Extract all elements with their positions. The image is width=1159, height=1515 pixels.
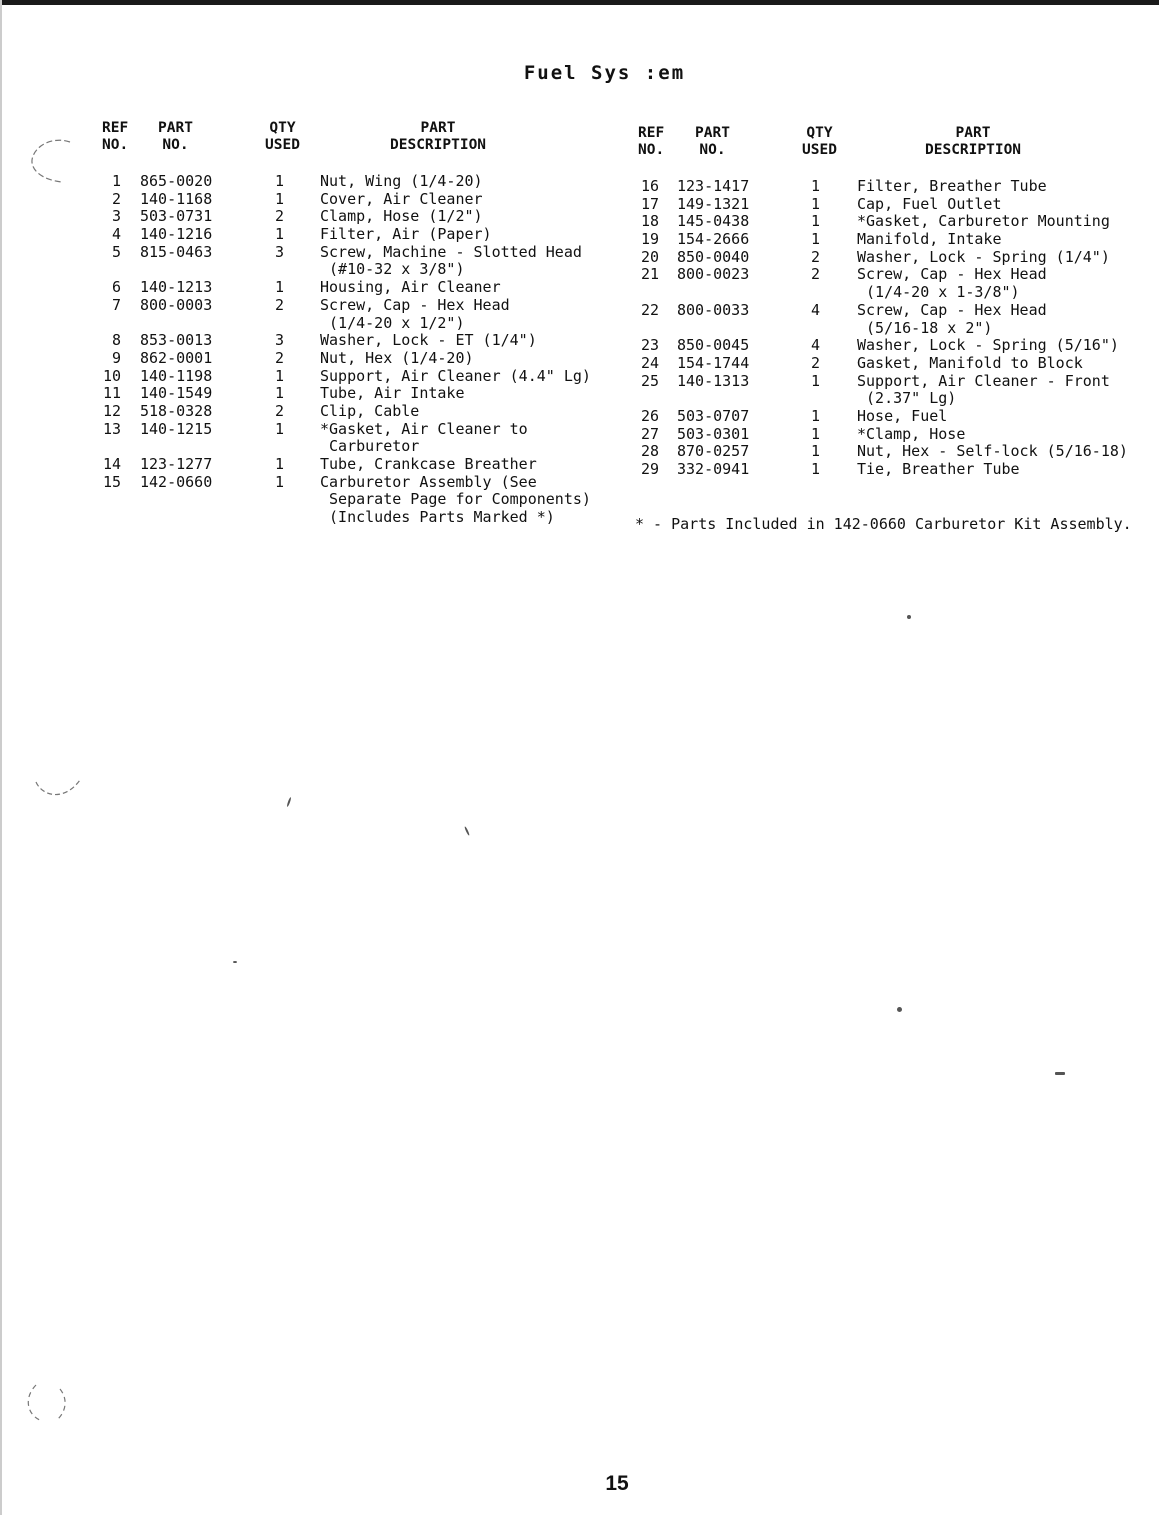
table-row <box>0 390 1159 408</box>
cell-qty: 1 <box>275 225 285 244</box>
right-header-part: PART NO. <box>695 125 730 158</box>
cell-desc: Nut, Hex (1/4-20) <box>320 348 474 367</box>
cell-ref: 23 <box>640 336 659 355</box>
cell-part: 123-1417 <box>677 177 750 195</box>
cell-desc: Tube, Air Intake <box>320 384 465 403</box>
cell-part: 800-0033 <box>677 300 750 319</box>
cell-ref: 16 <box>640 177 659 195</box>
cell-desc: Washer, Lock - Spring (1/4") <box>857 247 1110 266</box>
cell-ref: 8 <box>111 331 121 350</box>
table-row <box>0 196 1159 214</box>
table-row <box>0 373 1159 391</box>
cell-part: 145-0438 <box>677 212 750 231</box>
scan-speck <box>233 961 237 963</box>
cell-ref: 7 <box>111 295 121 314</box>
cell-qty: 1 <box>275 455 285 473</box>
cell-qty: 1 <box>275 366 285 385</box>
cell-ref: 14 <box>102 455 121 473</box>
table-row <box>0 355 1159 373</box>
table-row <box>0 231 1159 249</box>
cell-desc: Filter, Breather Tube <box>857 177 1047 195</box>
table-row <box>0 443 1159 461</box>
cell-ref: 10 <box>102 366 121 385</box>
cell-qty: 1 <box>275 172 285 190</box>
cell-qty: 1 <box>811 442 821 461</box>
cell-part: 853-0013 <box>140 331 213 350</box>
cell-part: 154-1744 <box>677 353 750 372</box>
table-row <box>0 266 1159 284</box>
left-header-ref: REF NO. <box>102 120 129 153</box>
cell-ref: 5 <box>111 242 121 261</box>
cell-ref: 26 <box>640 406 659 425</box>
cell-qty: 1 <box>811 177 821 195</box>
cell-desc: Support, Air Cleaner (4.4" Lg) <box>320 366 591 385</box>
cell-desc: Carburetor Assembly (See <box>320 472 537 491</box>
cell-qty: 3 <box>275 331 285 350</box>
cell-qty: 2 <box>275 295 285 314</box>
cell-qty: 2 <box>275 207 285 226</box>
cell-part: 140-1198 <box>140 366 213 385</box>
cell-ref: 3 <box>111 207 121 226</box>
cell-desc: Washer, Lock - Spring (5/16") <box>857 336 1119 355</box>
cell-part: 850-0045 <box>677 336 750 355</box>
cell-qty: 2 <box>811 265 821 284</box>
cell-ref: 22 <box>640 300 659 319</box>
cell-qty: 1 <box>275 419 285 438</box>
cell-desc: Washer, Lock - ET (1/4") <box>320 331 537 350</box>
cell-desc: *Clamp, Hose <box>857 424 966 443</box>
cell-part: 800-0023 <box>677 265 750 284</box>
cell-desc: (5/16-18 x 2") <box>857 318 993 337</box>
cell-qty: 1 <box>275 472 285 491</box>
cell-desc: Screw, Cap - Hex Head <box>857 300 1047 319</box>
cell-qty: 1 <box>811 424 821 443</box>
cell-desc: Manifold, Intake <box>857 230 1002 249</box>
cell-desc: *Gasket, Air Cleaner to <box>320 419 528 438</box>
cell-qty: 1 <box>275 189 285 208</box>
cell-part: 140-1213 <box>140 278 213 297</box>
page-number: 15 <box>605 1472 629 1495</box>
cell-part: 865-0020 <box>140 172 213 190</box>
scan-speck <box>907 615 911 619</box>
cell-ref: 27 <box>640 424 659 443</box>
cell-ref: 19 <box>640 230 659 249</box>
footnote: * - Parts Included in 142-0660 Carburetor Kit Assembly. <box>635 515 1132 533</box>
cell-desc: Clamp, Hose (1/2") <box>320 207 483 226</box>
cell-qty: 1 <box>811 371 821 390</box>
cell-part: 870-0257 <box>677 442 750 461</box>
cell-desc: Cover, Air Cleaner <box>320 189 483 208</box>
cell-qty: 1 <box>811 212 821 231</box>
cell-part: 140-1313 <box>677 371 750 390</box>
scan-speck <box>286 797 291 807</box>
page-title: Fuel Sys :em <box>523 62 686 84</box>
cell-part: 332-0941 <box>677 460 750 478</box>
cell-ref: 2 <box>111 189 121 208</box>
cell-qty: 2 <box>275 401 285 420</box>
cell-desc: (1/4-20 x 1/2") <box>320 313 465 332</box>
cell-desc: Tie, Breather Tube <box>857 460 1020 478</box>
cell-desc: (Includes Parts Marked *) <box>320 508 555 527</box>
cell-desc: Filter, Air (Paper) <box>320 225 492 244</box>
cell-part: 149-1321 <box>677 194 750 213</box>
top-scan-edge <box>0 0 1159 5</box>
cell-desc: Nut, Hex - Self-lock (5/16-18) <box>857 442 1128 461</box>
cell-part: 503-0301 <box>677 424 750 443</box>
scan-speck <box>897 1007 902 1012</box>
cell-ref: 17 <box>640 194 659 213</box>
cell-part: 140-1168 <box>140 189 213 208</box>
cell-qty: 1 <box>811 194 821 213</box>
table-row <box>0 509 620 527</box>
right-header-qty: QTY USED <box>802 125 837 158</box>
cell-ref: 24 <box>640 353 659 372</box>
hole-punch-mark-bottom <box>20 1375 80 1435</box>
table-row <box>0 302 1159 320</box>
cell-desc: Tube, Crankcase Breather <box>320 455 537 473</box>
cell-desc: Housing, Air Cleaner <box>320 278 501 297</box>
left-header-qty: QTY USED <box>265 120 300 153</box>
cell-part: 140-1216 <box>140 225 213 244</box>
cell-desc: Gasket, Manifold to Block <box>857 353 1083 372</box>
cell-ref: 6 <box>111 278 121 297</box>
cell-desc: Clip, Cable <box>320 401 420 420</box>
cell-qty: 3 <box>275 242 285 261</box>
cell-qty: 4 <box>811 300 821 319</box>
table-row <box>0 491 620 509</box>
cell-qty: 1 <box>811 460 821 478</box>
cell-ref: 1 <box>111 172 121 190</box>
table-row <box>0 320 1159 338</box>
cell-qty: 2 <box>811 353 821 372</box>
cell-ref: 13 <box>102 419 121 438</box>
cell-desc: Screw, Cap - Hex Head <box>857 265 1047 284</box>
cell-part: 123-1277 <box>140 455 213 473</box>
cell-ref: 21 <box>640 265 659 284</box>
left-header-part: PART NO. <box>158 120 193 153</box>
cell-ref: 4 <box>111 225 121 244</box>
cell-qty: 1 <box>811 406 821 425</box>
cell-qty: 4 <box>811 336 821 355</box>
cell-ref: 9 <box>111 348 121 367</box>
cell-desc: Carburetor <box>320 437 420 456</box>
cell-desc: Cap, Fuel Outlet <box>857 194 1002 213</box>
cell-desc: (1/4-20 x 1-3/8") <box>857 283 1020 302</box>
cell-part: 862-0001 <box>140 348 213 367</box>
scan-speck <box>1055 1072 1065 1075</box>
table-row <box>0 284 1159 302</box>
cell-ref: 11 <box>102 384 121 403</box>
hole-punch-mark-middle <box>28 752 88 812</box>
cell-part: 142-0660 <box>140 472 213 491</box>
table-row <box>0 408 1159 426</box>
cell-ref: 28 <box>640 442 659 461</box>
cell-part: 800-0003 <box>140 295 213 314</box>
cell-qty: 2 <box>275 348 285 367</box>
table-row <box>0 426 1159 444</box>
cell-desc: Nut, Wing (1/4-20) <box>320 172 483 190</box>
table-row <box>0 249 1159 267</box>
cell-part: 140-1215 <box>140 419 213 438</box>
cell-desc: Screw, Cap - Hex Head <box>320 295 510 314</box>
cell-desc: (#10-32 x 3/8") <box>320 260 465 279</box>
cell-ref: 25 <box>640 371 659 390</box>
scan-speck <box>464 826 470 836</box>
cell-qty: 1 <box>275 384 285 403</box>
right-header-ref: REF NO. <box>638 125 665 158</box>
cell-desc: *Gasket, Carburetor Mounting <box>857 212 1110 231</box>
cell-part: 154-2666 <box>677 230 750 249</box>
right-header-desc: PART DESCRIPTION <box>925 125 1022 158</box>
cell-desc: (2.37" Lg) <box>857 389 957 408</box>
cell-part: 140-1549 <box>140 384 213 403</box>
cell-ref: 15 <box>102 472 121 491</box>
table-row <box>0 213 1159 231</box>
cell-desc: Screw, Machine - Slotted Head <box>320 242 582 261</box>
table-row <box>0 461 1159 479</box>
right-parts-table <box>0 178 1159 479</box>
cell-part: 815-0463 <box>140 242 213 261</box>
left-header-desc: PART DESCRIPTION <box>390 120 487 153</box>
table-row <box>0 337 1159 355</box>
table-row <box>0 178 1159 196</box>
cell-ref: 12 <box>102 401 121 420</box>
cell-desc: Support, Air Cleaner - Front <box>857 371 1110 390</box>
cell-desc: Separate Page for Components) <box>320 490 591 509</box>
cell-ref: 18 <box>640 212 659 231</box>
cell-qty: 2 <box>811 247 821 266</box>
cell-qty: 1 <box>811 230 821 249</box>
cell-ref: 20 <box>640 247 659 266</box>
cell-part: 503-0731 <box>140 207 213 226</box>
cell-desc: Hose, Fuel <box>857 406 948 425</box>
cell-part: 503-0707 <box>677 406 750 425</box>
cell-qty: 1 <box>275 278 285 297</box>
cell-part: 518-0328 <box>140 401 213 420</box>
cell-ref: 29 <box>640 460 659 478</box>
cell-part: 850-0040 <box>677 247 750 266</box>
